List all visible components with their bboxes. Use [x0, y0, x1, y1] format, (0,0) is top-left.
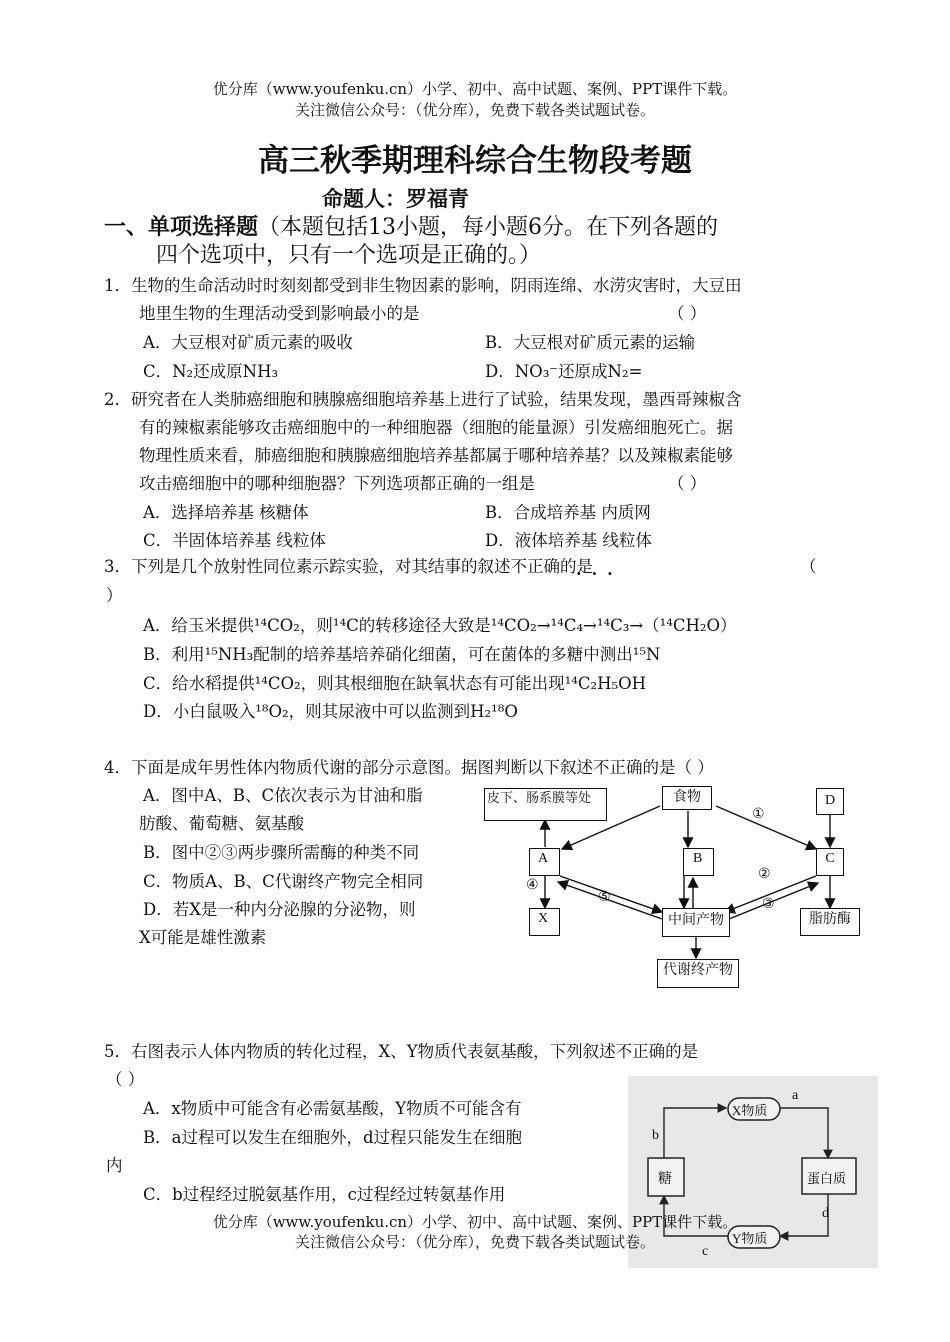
q5-option-a: A．x物质中可能含有必需氨基酸，Y物质不可能含有 [143, 1099, 522, 1118]
q5-option-c: C．b过程经过脱氨基作用，c过程经过转氨基作用 [143, 1185, 506, 1204]
q3-option-d: D．小白鼠吸入¹⁸O₂，则其尿液中可以监测到H₂¹⁸O [143, 702, 518, 721]
q2-stem-3: 物理性质来看，肺癌细胞和胰腺癌细胞培养基都属于哪种培养基？以及辣椒素能够 [139, 446, 733, 465]
q5-paren: （ ） [106, 1070, 145, 1089]
emphasis-dots: ··· [576, 564, 623, 583]
q3-option-c: C．给水稻提供¹⁴CO₂，则其根细胞在缺氧状态有可能出现¹⁴C₂H₅OH [143, 674, 647, 693]
q3-option-b: B．利用¹⁵NH₃配制的培养基培养硝化细菌，可在菌体的多糖中测出¹⁵N [143, 645, 661, 664]
node-protein: 蛋白质 [807, 1171, 847, 1186]
q4-option-c: C．物质A、B、C代谢终产物完全相同 [143, 872, 424, 891]
q4-option-d-1: D．若X是一种内分泌腺的分泌物，则 [143, 900, 416, 919]
q1-option-d: D．NO₃⁻还原成N₂= [485, 362, 643, 381]
box-x: X [529, 908, 560, 936]
node-sugar: 糖 [658, 1172, 672, 1187]
box-b: B [683, 848, 714, 876]
q2-stem-2: 有的辣椒素能够攻击癌细胞中的一种细胞器（细胞的能量源）引发癌细胞死亡。据 [139, 418, 733, 437]
header-line-1: 优分库（www.youfenku.cn）小学、初中、高中试题、案例、PPT课件下载。 [212, 80, 738, 98]
q1-paren: （ ） [668, 304, 707, 323]
q2-stem-4: 攻击癌细胞中的哪种细胞器？下列选项都正确的一组是 [139, 474, 535, 493]
box-end: 代谢终产物 [657, 959, 739, 988]
q5-option-b-2: 内 [106, 1156, 123, 1175]
section-desc-1: （本题包括13小题，每小题6分。在下列各题的 [258, 215, 719, 240]
q1-stem-1: 1．生物的生命活动时时刻刻都受到非生物因素的影响，阴雨连绵、水涝灾害时，大豆田 [104, 276, 742, 295]
q3-paren-open: （ [800, 557, 817, 576]
footer-line-2: 关注微信公众号：（优分库），免费下载各类试题试卷。 [294, 1233, 655, 1251]
q4-option-a-2: 肪酸、葡萄糖、氨基酸 [139, 814, 304, 833]
q3-option-a: A．给玉米提供¹⁴CO₂，则¹⁴C的转移途径大致是¹⁴CO₂→¹⁴C₄→¹⁴C₃→（¹⁴CH₂O） [143, 616, 737, 635]
q4-stem: 4．下面是成年男性体内物质代谢的部分示意图。据图判断以下叙述不正确的是（ ） [104, 758, 714, 777]
label-5: ⑤ [598, 890, 611, 905]
box-c: C [816, 848, 844, 876]
box-a: A [529, 848, 560, 876]
label-a: a [792, 1088, 799, 1103]
node-x: X物质 [732, 1103, 768, 1118]
q2-option-c: C．半固体培养基 线粒体 [143, 531, 326, 550]
q2-option-b: B．合成培养基 内质网 [485, 503, 651, 522]
q4-option-a-1: A．图中A、B、C依次表示为甘油和脂 [143, 786, 423, 805]
q2-paren: （ ） [668, 474, 707, 493]
q4-option-b: B．图中②③两步骤所需酶的种类不同 [143, 843, 420, 862]
page-title: 高三秋季期理科综合生物段考题 [258, 143, 692, 179]
section-title: 一、单项选择题 [104, 215, 259, 240]
q5-option-b-1: B．a过程可以发生在细胞外，d过程只能发生在细胞 [143, 1128, 523, 1147]
box-lipase: 脂肪酶 [800, 908, 860, 936]
box-food: 食物 [662, 786, 712, 810]
box-skin: 皮下、肠系膜等处 [484, 788, 607, 821]
q4-option-d-2: X可能是雄性激素 [139, 928, 267, 947]
q3-stem-1: 3．下列是几个放射性同位素示踪实验，对其结事的叙述不正确的是 [104, 557, 593, 576]
section-desc-2: 四个选项中，只有一个选项是正确的。） [156, 243, 542, 268]
label-d: d [822, 1206, 829, 1221]
q1-option-c: C．N₂还成原NH₃ [143, 362, 279, 381]
q2-stem-1: 2．研究者在人类肺癌细胞和胰腺癌细胞培养基上进行了试验，结果发现，墨西哥辣椒含 [104, 390, 742, 409]
node-y: Y物质 [732, 1231, 768, 1246]
q5-stem-1: 5．右图表示人体内物质的转化过程，X、Y物质代表氨基酸，下列叙述不正确的是 [104, 1042, 699, 1061]
q2-option-a: A．选择培养基 核糖体 [143, 503, 309, 522]
q3-paren-close: ） [106, 586, 123, 605]
footer-line-1: 优分库（www.youfenku.cn）小学、初中、高中试题、案例、PPT课件下载。 [212, 1213, 738, 1231]
label-1: ① [752, 807, 765, 822]
label-c: c [702, 1244, 709, 1259]
header-line-2: 关注微信公众号：（优分库），免费下载各类试题试卷。 [294, 101, 655, 119]
label-b: b [652, 1128, 659, 1143]
q1-stem-2: 地里生物的生理活动受到影响最小的是 [139, 304, 420, 323]
label-4: ④ [526, 878, 539, 893]
label-3: ③ [762, 897, 775, 912]
q1-option-b: B．大豆根对矿质元素的运输 [485, 333, 696, 352]
q2-option-d: D．液体培养基 线粒体 [485, 531, 652, 550]
box-mid: 中间产物 [662, 908, 730, 937]
author: 命题人：罗福青 [322, 187, 469, 211]
box-d: D [816, 788, 844, 815]
label-2: ② [758, 867, 771, 882]
q1-option-a: A．大豆根对矿质元素的吸收 [143, 333, 353, 352]
